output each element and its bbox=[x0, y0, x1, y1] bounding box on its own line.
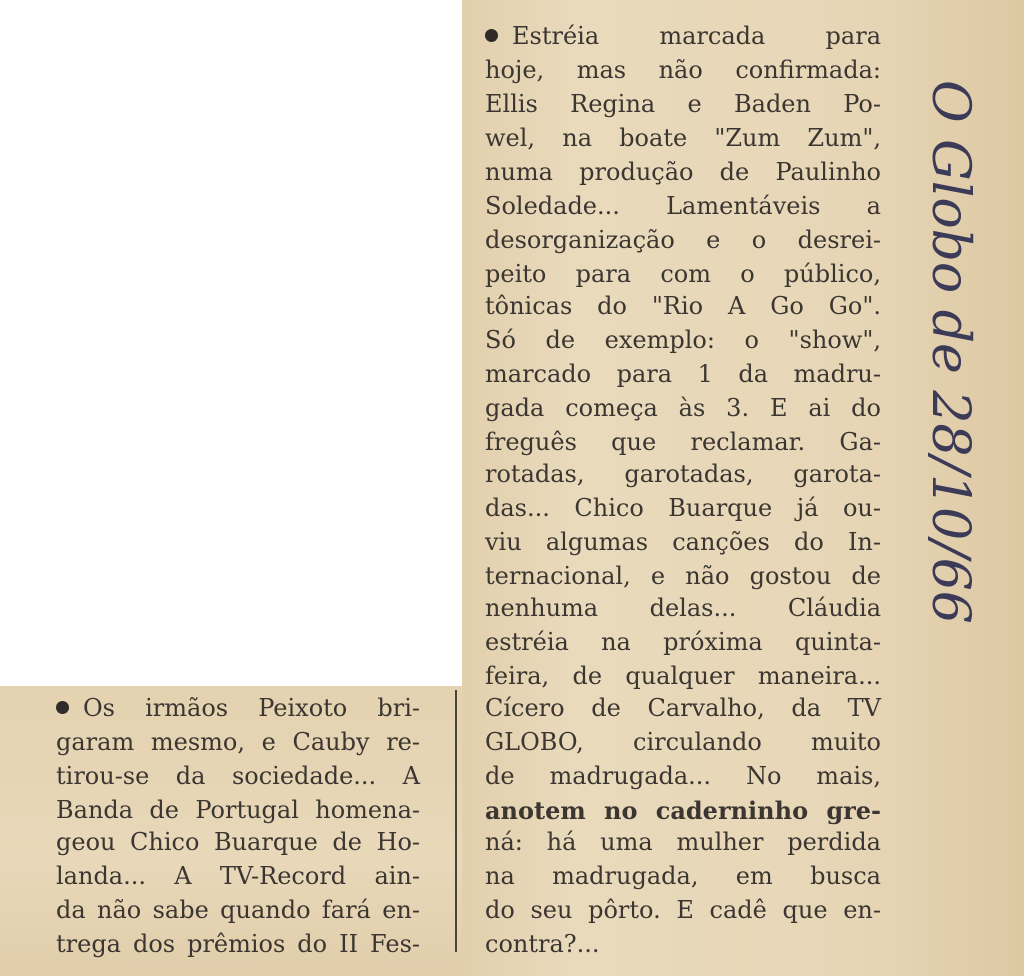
handwritten-text: O Globo de 28/10/66 bbox=[920, 80, 980, 624]
text-line: Estréia marcada para bbox=[485, 22, 881, 50]
text-line: numa produção de Paulinho bbox=[485, 158, 881, 186]
text-line: contra?... bbox=[485, 930, 600, 958]
text-line: da não sabe quando fará en- bbox=[56, 896, 420, 924]
text-line: na madrugada, em busca bbox=[485, 862, 881, 890]
text-line: nenhuma delas... Cláudia bbox=[485, 594, 881, 622]
text-line: anotem no caderninho gre- bbox=[485, 796, 881, 825]
text-line: do seu pôrto. E cadê que en- bbox=[485, 896, 881, 924]
text-line: ná: há uma mulher perdida bbox=[485, 828, 881, 856]
text-line: Cícero de Carvalho, da TV bbox=[485, 694, 881, 722]
handwritten-annotation bbox=[885, 60, 1005, 680]
text-line: estréia na próxima quinta- bbox=[485, 628, 881, 656]
text-line: GLOBO, circulando muito bbox=[485, 728, 881, 756]
text-line: peito para com o público, bbox=[485, 260, 881, 288]
bullet-icon bbox=[485, 29, 498, 42]
text-line: garam mesmo, e Cauby re- bbox=[56, 728, 420, 756]
text-line: das... Chico Buarque já ou- bbox=[485, 494, 881, 522]
bullet-icon bbox=[56, 701, 69, 714]
text-line: Só de exemplo: o "show", bbox=[485, 326, 881, 354]
text-line: gada começa às 3. E ai do bbox=[485, 394, 881, 422]
text-line: landa... A TV-Record ain- bbox=[56, 862, 420, 890]
text-line: ternacional, e não gostou de bbox=[485, 562, 881, 590]
text-line: tônicas do "Rio A Go Go". bbox=[485, 292, 881, 320]
text-line: feira, de qualquer maneira... bbox=[485, 662, 881, 690]
text-line: viu algumas canções do In- bbox=[485, 528, 881, 556]
text-line: Soledade... Lamentáveis a bbox=[485, 192, 881, 220]
text-line: de madrugada... No mais, bbox=[485, 762, 881, 790]
text-line: marcado para 1 da madru- bbox=[485, 360, 881, 388]
text-line: Os irmãos Peixoto bri- bbox=[56, 694, 420, 722]
text-line: desorganização e o desrei- bbox=[485, 226, 881, 254]
column-divider bbox=[455, 690, 457, 952]
text-line: wel, na boate "Zum Zum", bbox=[485, 124, 881, 152]
text-line: freguês que reclamar. Ga- bbox=[485, 428, 881, 456]
text-line: tirou-se da sociedade... A bbox=[56, 762, 420, 790]
text-line: rotadas, garotadas, garota- bbox=[485, 460, 881, 488]
text-line: Banda de Portugal homena- bbox=[56, 796, 420, 824]
text-line: hoje, mas não confirmada: bbox=[485, 56, 881, 84]
text-line: Ellis Regina e Baden Po- bbox=[485, 90, 881, 118]
text-line: geou Chico Buarque de Ho- bbox=[56, 828, 420, 856]
text-line: trega dos prêmios do II Fes- bbox=[56, 930, 420, 958]
